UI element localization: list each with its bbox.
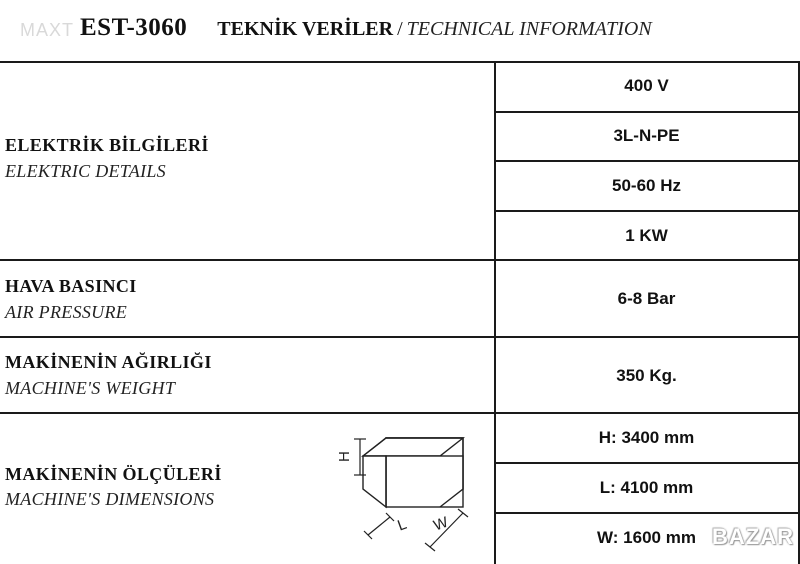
air-pressure-label-en: AIR PRESSURE bbox=[5, 302, 128, 322]
voltage-value: 400 V bbox=[624, 76, 669, 95]
length-dimension-label: L bbox=[395, 515, 409, 535]
title-separator: / bbox=[397, 18, 403, 40]
dimensions-label-en: MACHINE'S DIMENSIONS bbox=[5, 489, 215, 509]
bazar-watermark: BAZAR bbox=[712, 524, 794, 549]
dimension-box-diagram bbox=[330, 425, 480, 555]
electric-label-en: ELEKTRIC DETAILS bbox=[5, 161, 166, 181]
title-turkish: TEKNİK VERİLER bbox=[217, 18, 394, 40]
document-header bbox=[80, 14, 652, 50]
watermark-text: MAXT bbox=[20, 20, 75, 40]
length-value: L: 4100 mm bbox=[599, 478, 694, 497]
width-dimension-label: W bbox=[431, 513, 451, 535]
frequency-value: 50-60 Hz bbox=[612, 176, 681, 195]
weight-label-en: MACHINE'S WEIGHT bbox=[5, 378, 176, 398]
dimensions-label-tr: MAKİNENİN ÖLÇÜLERİ bbox=[5, 464, 222, 484]
phase-value: 3L-N-PE bbox=[613, 126, 680, 145]
title-english: TECHNICAL INFORMATION bbox=[406, 18, 652, 40]
weight-value: 350 Kg. bbox=[616, 366, 677, 385]
height-dimension-label: H bbox=[336, 451, 353, 462]
electric-label-tr: ELEKTRİK BİLGİLERİ bbox=[5, 135, 209, 155]
power-value: 1 KW bbox=[625, 226, 668, 245]
air-pressure-value: 6-8 Bar bbox=[617, 289, 676, 308]
height-value: H: 3400 mm bbox=[598, 428, 695, 447]
model-number: EST-3060 bbox=[80, 14, 188, 41]
air-pressure-label-tr: HAVA BASINCI bbox=[5, 276, 137, 296]
width-value: W: 1600 mm bbox=[597, 528, 696, 547]
weight-label-tr: MAKİNENİN AĞIRLIĞI bbox=[5, 352, 212, 372]
